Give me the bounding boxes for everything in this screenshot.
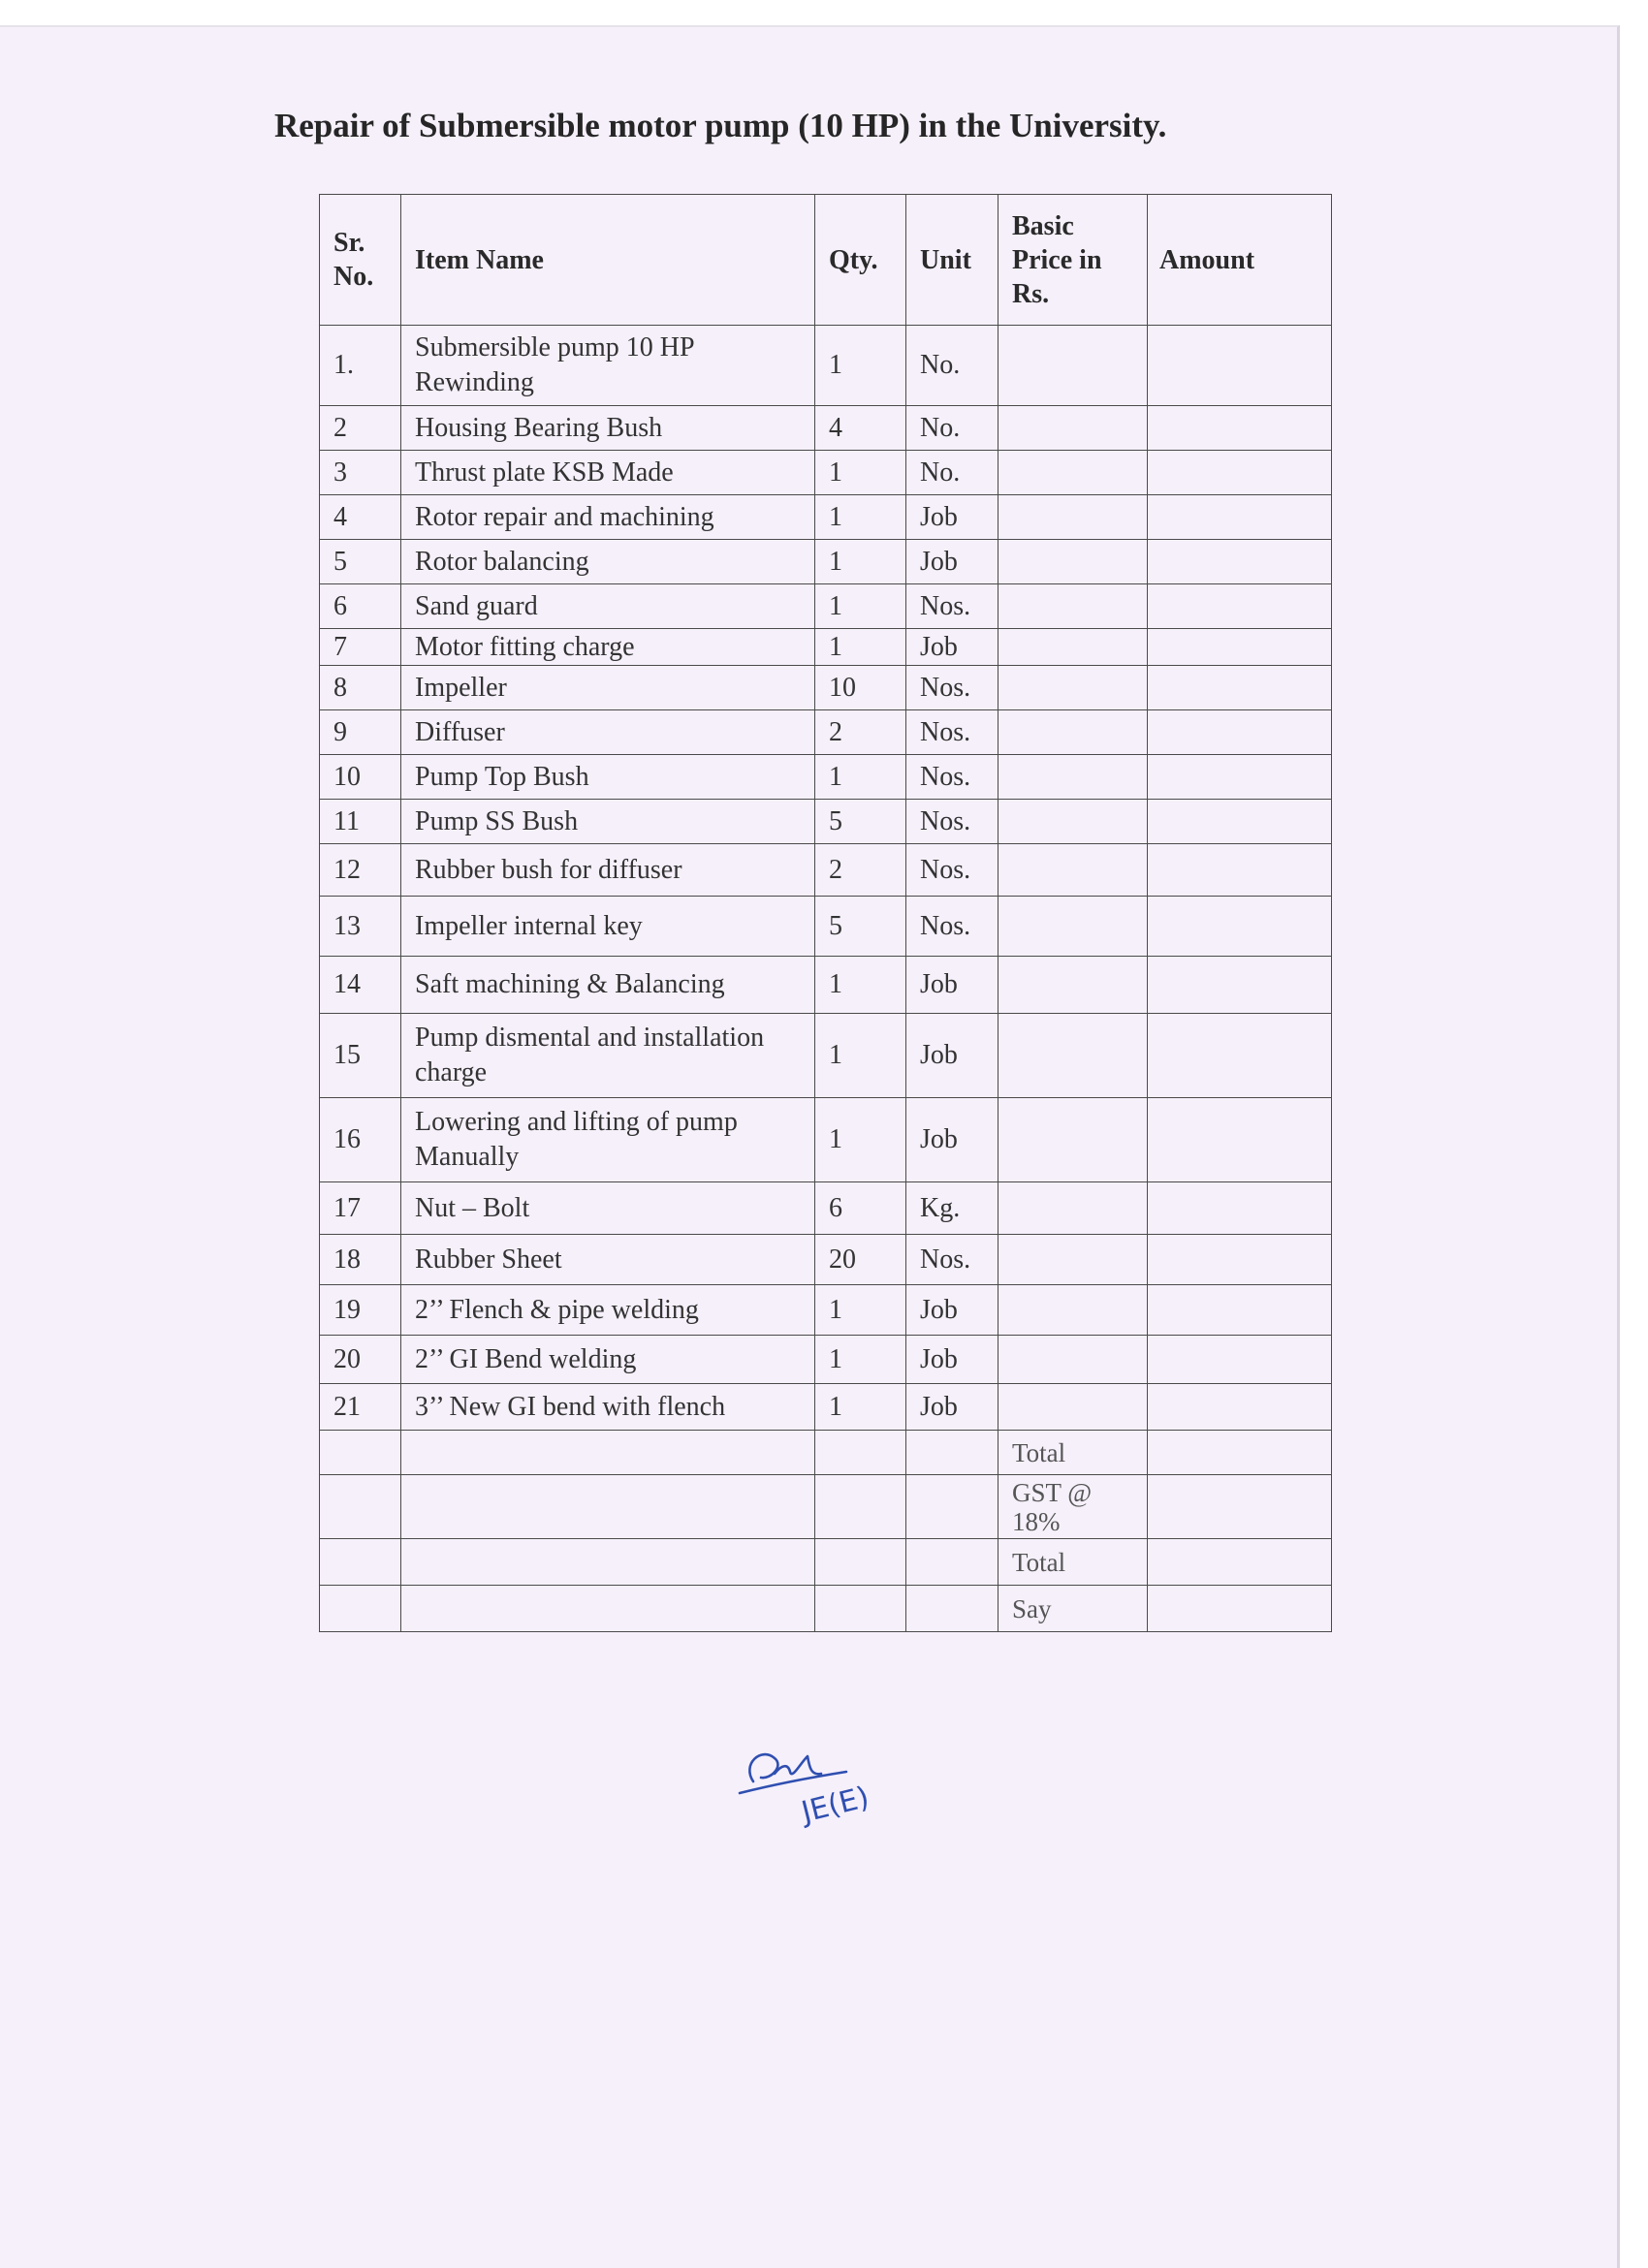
signature <box>732 1735 926 1842</box>
empty-cell <box>401 1539 815 1586</box>
table-header-row <box>320 195 1332 326</box>
cell-amount <box>1148 495 1332 540</box>
table-row <box>320 1182 1332 1235</box>
cell-unit: Job <box>906 1098 998 1182</box>
cell-qty: 1 <box>815 1285 906 1336</box>
table-row <box>320 844 1332 897</box>
cell-unit: Job <box>906 629 998 666</box>
cell-basic-price <box>998 755 1148 800</box>
empty-cell <box>401 1431 815 1475</box>
cell-item-name: Rubber Sheet <box>401 1235 815 1285</box>
summary-label: Total <box>998 1431 1148 1475</box>
cell-item-name: 2’’ GI Bend welding <box>401 1336 815 1384</box>
cell-amount <box>1148 406 1332 451</box>
cell-basic-price <box>998 800 1148 844</box>
cell-sr-no: 15 <box>320 1014 401 1098</box>
cell-unit: No. <box>906 326 998 406</box>
cell-sr-no: 14 <box>320 957 401 1014</box>
cell-sr-no: 13 <box>320 897 401 957</box>
empty-cell <box>906 1586 998 1632</box>
cell-unit: Job <box>906 1285 998 1336</box>
cell-item-name: Impeller internal key <box>401 897 815 957</box>
empty-cell <box>320 1475 401 1539</box>
cell-amount <box>1148 710 1332 755</box>
cell-amount <box>1148 584 1332 629</box>
table-row <box>320 1235 1332 1285</box>
cell-item-name: Pump SS Bush <box>401 800 815 844</box>
cell-basic-price <box>998 1384 1148 1431</box>
cell-basic-price <box>998 1285 1148 1336</box>
cell-qty: 1 <box>815 629 906 666</box>
cell-unit: Nos. <box>906 800 998 844</box>
cell-qty: 2 <box>815 710 906 755</box>
cell-unit: Job <box>906 957 998 1014</box>
cell-item-name: Nut – Bolt <box>401 1182 815 1235</box>
cell-amount <box>1148 451 1332 495</box>
cell-sr-no: 7 <box>320 629 401 666</box>
summary-row <box>320 1431 1332 1475</box>
cell-sr-no: 18 <box>320 1235 401 1285</box>
cell-amount <box>1148 1285 1332 1336</box>
cell-unit: Job <box>906 1014 998 1098</box>
cell-item-name: Rubber bush for diffuser <box>401 844 815 897</box>
table-row <box>320 1285 1332 1336</box>
cell-sr-no: 9 <box>320 710 401 755</box>
cell-item-name: Pump dismental and installation charge <box>401 1014 815 1098</box>
signature-designation: JE(E) <box>798 1780 873 1830</box>
cell-basic-price <box>998 406 1148 451</box>
cell-qty: 5 <box>815 800 906 844</box>
cell-sr-no: 5 <box>320 540 401 584</box>
cell-basic-price <box>998 495 1148 540</box>
table-row <box>320 897 1332 957</box>
cell-basic-price <box>998 897 1148 957</box>
table-row <box>320 755 1332 800</box>
cell-basic-price <box>998 844 1148 897</box>
cell-basic-price <box>998 1235 1148 1285</box>
cell-amount <box>1148 1384 1332 1431</box>
cell-basic-price <box>998 629 1148 666</box>
cell-unit: Nos. <box>906 710 998 755</box>
cell-amount <box>1148 1098 1332 1182</box>
cell-unit: No. <box>906 406 998 451</box>
header-qty: Qty. <box>815 195 906 326</box>
table-row <box>320 1384 1332 1431</box>
cell-basic-price <box>998 1182 1148 1235</box>
cell-sr-no: 1. <box>320 326 401 406</box>
cell-basic-price <box>998 584 1148 629</box>
cell-amount <box>1148 629 1332 666</box>
summary-label: GST @ 18% <box>998 1475 1148 1539</box>
cell-item-name: Sand guard <box>401 584 815 629</box>
cell-sr-no: 8 <box>320 666 401 710</box>
cell-amount <box>1148 1014 1332 1098</box>
cell-amount <box>1148 844 1332 897</box>
cell-unit: Job <box>906 495 998 540</box>
summary-amount <box>1148 1431 1332 1475</box>
cell-basic-price <box>998 957 1148 1014</box>
header-amount: Amount <box>1148 195 1332 326</box>
cell-amount <box>1148 1336 1332 1384</box>
cell-basic-price <box>998 666 1148 710</box>
cell-sr-no: 20 <box>320 1336 401 1384</box>
table-row <box>320 1014 1332 1098</box>
cell-qty: 5 <box>815 897 906 957</box>
cell-amount <box>1148 326 1332 406</box>
cell-sr-no: 12 <box>320 844 401 897</box>
table-row <box>320 584 1332 629</box>
summary-label: Total <box>998 1539 1148 1586</box>
summary-row <box>320 1586 1332 1632</box>
cell-qty: 1 <box>815 1014 906 1098</box>
cell-item-name: 3’’ New GI bend with flench <box>401 1384 815 1431</box>
cell-amount <box>1148 957 1332 1014</box>
cell-qty: 1 <box>815 451 906 495</box>
cell-qty: 1 <box>815 540 906 584</box>
cell-item-name: Pump Top Bush <box>401 755 815 800</box>
table-row <box>320 495 1332 540</box>
table-row <box>320 629 1332 666</box>
cell-unit: Kg. <box>906 1182 998 1235</box>
empty-cell <box>815 1586 906 1632</box>
table-row <box>320 1098 1332 1182</box>
cell-basic-price <box>998 540 1148 584</box>
empty-cell <box>320 1431 401 1475</box>
cell-item-name: Diffuser <box>401 710 815 755</box>
empty-cell <box>815 1475 906 1539</box>
summary-label: Say <box>998 1586 1148 1632</box>
cell-item-name: Thrust plate KSB Made <box>401 451 815 495</box>
cell-qty: 1 <box>815 755 906 800</box>
empty-cell <box>401 1475 815 1539</box>
header-basic-price: Basic Price in Rs. <box>998 195 1148 326</box>
empty-cell <box>906 1431 998 1475</box>
cell-item-name: Rotor balancing <box>401 540 815 584</box>
summary-row <box>320 1539 1332 1586</box>
cell-unit: Job <box>906 1336 998 1384</box>
cell-sr-no: 6 <box>320 584 401 629</box>
cell-qty: 1 <box>815 1098 906 1182</box>
cell-item-name: Impeller <box>401 666 815 710</box>
cell-qty: 10 <box>815 666 906 710</box>
cell-amount <box>1148 540 1332 584</box>
cell-qty: 1 <box>815 1384 906 1431</box>
cell-basic-price <box>998 1336 1148 1384</box>
table-row <box>320 666 1332 710</box>
table-row <box>320 1336 1332 1384</box>
cell-sr-no: 19 <box>320 1285 401 1336</box>
cell-qty: 20 <box>815 1235 906 1285</box>
cell-unit: Nos. <box>906 755 998 800</box>
cell-item-name: Lowering and lifting of pump Manually <box>401 1098 815 1182</box>
empty-cell <box>320 1586 401 1632</box>
summary-amount <box>1148 1475 1332 1539</box>
cell-basic-price <box>998 1014 1148 1098</box>
cell-qty: 1 <box>815 1336 906 1384</box>
cell-unit: Job <box>906 540 998 584</box>
cell-unit: No. <box>906 451 998 495</box>
cell-basic-price <box>998 451 1148 495</box>
cell-amount <box>1148 666 1332 710</box>
cell-sr-no: 17 <box>320 1182 401 1235</box>
cell-item-name: Rotor repair and machining <box>401 495 815 540</box>
summary-amount <box>1148 1586 1332 1632</box>
items-table <box>319 194 1332 1632</box>
cell-qty: 1 <box>815 584 906 629</box>
table-row <box>320 406 1332 451</box>
cell-qty: 1 <box>815 326 906 406</box>
cell-sr-no: 3 <box>320 451 401 495</box>
empty-cell <box>320 1539 401 1586</box>
header-unit: Unit <box>906 195 998 326</box>
cell-qty: 1 <box>815 957 906 1014</box>
cell-basic-price <box>998 710 1148 755</box>
cell-unit: Nos. <box>906 844 998 897</box>
table-row <box>320 957 1332 1014</box>
cell-qty: 1 <box>815 495 906 540</box>
summary-amount <box>1148 1539 1332 1586</box>
cell-qty: 2 <box>815 844 906 897</box>
cell-sr-no: 21 <box>320 1384 401 1431</box>
cell-sr-no: 16 <box>320 1098 401 1182</box>
cell-basic-price <box>998 1098 1148 1182</box>
cell-unit: Nos. <box>906 666 998 710</box>
empty-cell <box>815 1539 906 1586</box>
cell-amount <box>1148 755 1332 800</box>
cell-item-name: Submersible pump 10 HP Rewinding <box>401 326 815 406</box>
cell-item-name: Saft machining & Balancing <box>401 957 815 1014</box>
cell-unit: Nos. <box>906 1235 998 1285</box>
cell-sr-no: 4 <box>320 495 401 540</box>
empty-cell <box>401 1586 815 1632</box>
cell-qty: 6 <box>815 1182 906 1235</box>
cell-amount <box>1148 897 1332 957</box>
cell-item-name: 2’’ Flench & pipe welding <box>401 1285 815 1336</box>
cell-sr-no: 10 <box>320 755 401 800</box>
cell-unit: Job <box>906 1384 998 1431</box>
cell-amount <box>1148 800 1332 844</box>
table-row <box>320 326 1332 406</box>
empty-cell <box>906 1475 998 1539</box>
empty-cell <box>815 1431 906 1475</box>
table-row <box>320 451 1332 495</box>
table-row <box>320 710 1332 755</box>
cell-sr-no: 11 <box>320 800 401 844</box>
cell-unit: Nos. <box>906 584 998 629</box>
cell-basic-price <box>998 326 1148 406</box>
cell-item-name: Motor fitting charge <box>401 629 815 666</box>
cell-amount <box>1148 1182 1332 1235</box>
table-row <box>320 800 1332 844</box>
document-title: Repair of Submersible motor pump (10 HP) in the University. <box>274 107 1167 144</box>
header-sr-no: Sr. No. <box>320 195 401 326</box>
cell-item-name: Housing Bearing Bush <box>401 406 815 451</box>
cell-sr-no: 2 <box>320 406 401 451</box>
empty-cell <box>906 1539 998 1586</box>
summary-row <box>320 1475 1332 1539</box>
cell-qty: 4 <box>815 406 906 451</box>
cell-unit: Nos. <box>906 897 998 957</box>
cell-amount <box>1148 1235 1332 1285</box>
header-item-name: Item Name <box>401 195 815 326</box>
table-row <box>320 540 1332 584</box>
